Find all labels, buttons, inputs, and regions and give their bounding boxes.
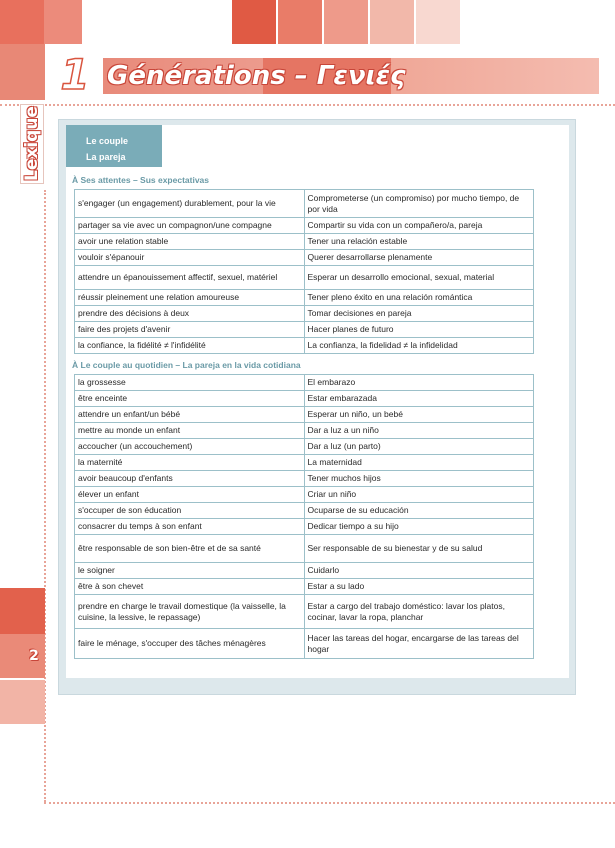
term-spanish: La maternidad xyxy=(304,455,534,471)
page-number: 2 xyxy=(29,648,39,664)
term-french: attendre un enfant/un bébé xyxy=(75,407,305,423)
term-french: prendre en charge le travail domestique (la vaisselle, la cuisine, la lessive, le repassage) xyxy=(75,595,305,629)
vocab-table-2 xyxy=(74,374,534,659)
vocab-table-1 xyxy=(74,189,534,354)
term-spanish: Hacer planes de futuro xyxy=(304,322,534,338)
term-french: avoir beaucoup d'enfants xyxy=(75,471,305,487)
table-row xyxy=(75,338,534,354)
term-french: le soigner xyxy=(75,563,305,579)
term-french: vouloir s'épanouir xyxy=(75,250,305,266)
term-spanish: Esperar un desarrollo emocional, sexual, material xyxy=(304,266,534,290)
dotted-rule-top xyxy=(0,104,615,106)
section-title: À Ses attentes – Sus expectativas xyxy=(72,175,210,185)
side-decor-block xyxy=(0,588,45,634)
term-spanish: Dar a luz (un parto) xyxy=(304,439,534,455)
dotted-rule-bottom xyxy=(44,802,615,804)
panel-header xyxy=(66,125,162,167)
table-row xyxy=(75,218,534,234)
term-french: partager sa vie avec un compagnon/une compagne xyxy=(75,218,305,234)
term-spanish: Cuidarlo xyxy=(304,563,534,579)
term-french: s'engager (un engagement) durablement, pour la vie xyxy=(75,190,305,218)
table-row xyxy=(75,190,534,218)
table-row xyxy=(75,234,534,250)
table-row xyxy=(75,629,534,659)
table-row xyxy=(75,423,534,439)
term-french: être à son chevet xyxy=(75,579,305,595)
section-title: À Le couple au quotidien – La pareja en la vida cotidiana xyxy=(72,360,301,370)
side-decor-block xyxy=(0,44,45,100)
term-spanish: El embarazo xyxy=(304,375,534,391)
term-french: mettre au monde un enfant xyxy=(75,423,305,439)
table-row xyxy=(75,290,534,306)
side-decor-block xyxy=(0,680,45,724)
term-french: être enceinte xyxy=(75,391,305,407)
header-line-fr: Le couple xyxy=(86,136,129,146)
term-french: faire des projets d'avenir xyxy=(75,322,305,338)
table-row xyxy=(75,439,534,455)
term-french: élever un enfant xyxy=(75,487,305,503)
table-row xyxy=(75,322,534,338)
term-french: s'occuper de son éducation xyxy=(75,503,305,519)
chapter-number: 1 xyxy=(60,50,90,99)
term-french: la grossesse xyxy=(75,375,305,391)
table-row xyxy=(75,266,534,290)
term-spanish: La confianza, la fidelidad ≠ la infidelidad xyxy=(304,338,534,354)
term-french: réussir pleinement une relation amoureuse xyxy=(75,290,305,306)
table-row xyxy=(75,250,534,266)
top-decor-block xyxy=(370,0,414,44)
term-french: attendre un épanouissement affectif, sexuel, matériel xyxy=(75,266,305,290)
term-spanish: Ser responsable de su bienestar y de su salud xyxy=(304,535,534,563)
table-row xyxy=(75,595,534,629)
term-french: la maternité xyxy=(75,455,305,471)
term-spanish: Estar a cargo del trabajo doméstico: lavar los platos, cocinar, lavar la ropa, planchar xyxy=(304,595,534,629)
top-decor-block xyxy=(0,0,44,44)
term-french: accoucher (un accouchement) xyxy=(75,439,305,455)
table-row xyxy=(75,471,534,487)
term-spanish: Dedicar tiempo a su hijo xyxy=(304,519,534,535)
term-spanish: Esperar un niño, un bebé xyxy=(304,407,534,423)
top-decor-block xyxy=(278,0,322,44)
term-spanish: Comprometerse (un compromiso) por mucho tiempo, de por vida xyxy=(304,190,534,218)
term-spanish: Querer desarrollarse plenamente xyxy=(304,250,534,266)
term-french: la confiance, la fidélité ≠ l'infidélité xyxy=(75,338,305,354)
term-spanish: Dar a luz a un niño xyxy=(304,423,534,439)
panel-cutoff xyxy=(66,673,569,678)
table-row xyxy=(75,487,534,503)
term-spanish: Tener una relación estable xyxy=(304,234,534,250)
top-decor-block xyxy=(416,0,460,44)
top-decor-block xyxy=(44,0,82,44)
term-french: être responsable de son bien-être et de sa santé xyxy=(75,535,305,563)
term-spanish: Estar embarazada xyxy=(304,391,534,407)
table-row xyxy=(75,535,534,563)
term-spanish: Ocuparse de su educación xyxy=(304,503,534,519)
term-spanish: Tomar decisiones en pareja xyxy=(304,306,534,322)
table-row xyxy=(75,391,534,407)
top-decor-block xyxy=(232,0,276,44)
term-french: consacrer du temps à son enfant xyxy=(75,519,305,535)
table-row xyxy=(75,563,534,579)
term-french: prendre des décisions à deux xyxy=(75,306,305,322)
lexique-label: Lexique xyxy=(22,106,42,182)
term-french: faire le ménage, s'occuper des tâches ménagères xyxy=(75,629,305,659)
chapter-title: Générations – Γενιές xyxy=(107,61,406,91)
table-row xyxy=(75,407,534,423)
table-row xyxy=(75,503,534,519)
header-line-es: La pareja xyxy=(86,152,126,162)
table-row xyxy=(75,579,534,595)
term-french: avoir une relation stable xyxy=(75,234,305,250)
table-row xyxy=(75,519,534,535)
term-spanish: Tener pleno éxito en una relación romántica xyxy=(304,290,534,306)
term-spanish: Estar a su lado xyxy=(304,579,534,595)
term-spanish: Compartir su vida con un compañero/a, pareja xyxy=(304,218,534,234)
term-spanish: Criar un niño xyxy=(304,487,534,503)
term-spanish: Hacer las tareas del hogar, encargarse de las tareas del hogar xyxy=(304,629,534,659)
top-decor-block xyxy=(324,0,368,44)
table-row xyxy=(75,455,534,471)
term-spanish: Tener muchos hijos xyxy=(304,471,534,487)
table-row xyxy=(75,306,534,322)
vocab-panel-content xyxy=(66,125,569,678)
table-row xyxy=(75,375,534,391)
